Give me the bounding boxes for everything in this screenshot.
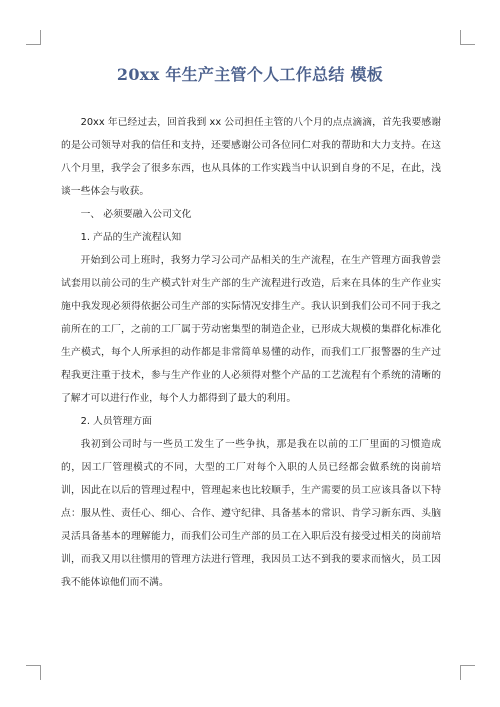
page-corner-mark-bottom-left <box>26 665 41 680</box>
page-corner-mark-top-left <box>26 30 41 45</box>
subsection-1-paragraph: 开始到公司上班时，我努力学习公司产品相关的生产流程，在生产管理方面我曾尝试套用以前公司的生产模式针对生产部的生产流程进行改造，后来在具体的生产作业实施中我发现必须得依据公司生产部的实际情况安排生产。我认识到我们公司不同于我之前所在的工厂，之前的工厂属于劳动密集型的制造企业，已形成大规模的集群化标准化生产模式，每个人所承担的动作都是非常简单易懂的动作，而我们工厂报警器的生产过程我更注重于技术，参与生产作业的人必须得对整个产品的工艺流程有个系统的清晰的了解才可以进行作业，每个人力都得到了最大的利用。 <box>61 255 441 404</box>
subsection-2-heading: 2. 人员管理方面 <box>80 416 152 427</box>
document-title: 20xx 年生产主管个人工作总结 模板 <box>116 65 384 84</box>
intro-paragraph: 20xx 年已经过去，回首我到 xx 公司担任主管的八个月的点点滴滴，首先我要感谢的是公司领导对我的信任和支持，还要感谢公司各位同仁对我的帮助和大力支持。在这八个月里，我学会了很多东西，也从具体的工作实践当中认识到自身的不足，在此，浅谈一些体会与收获。 <box>61 117 441 197</box>
page-corner-mark-bottom-right <box>460 665 475 680</box>
document-body <box>61 111 441 594</box>
section-1-heading: 一、 必须要融入公司文化 <box>80 209 192 220</box>
subsection-2-paragraph: 我初到公司时与一些员工发生了一些争执，那是我在以前的工厂里面的习惯造成的，因工厂管理模式的不同，大型的工厂对每个入职的人员已经都会做系统的岗前培训，因此在以后的管理过程中，管理起来也比较顺手，生产需要的员工应该具备以下特点：服从性、责任心、细心、合作、遵守纪律、具备基本的常识、肯学习新东西、头脑灵活具备基本的理解能力，而我们公司生产部的员工在入职后没有接受过相关的岗前培训，而我又用以往惯用的管理方法进行管理，我因员工达不到我的要求而恼火，员工因我不能体谅他们而不满。 <box>61 439 441 588</box>
subsection-1-heading: 1. 产品的生产流程认知 <box>80 232 182 243</box>
page-corner-mark-top-right <box>460 30 475 45</box>
